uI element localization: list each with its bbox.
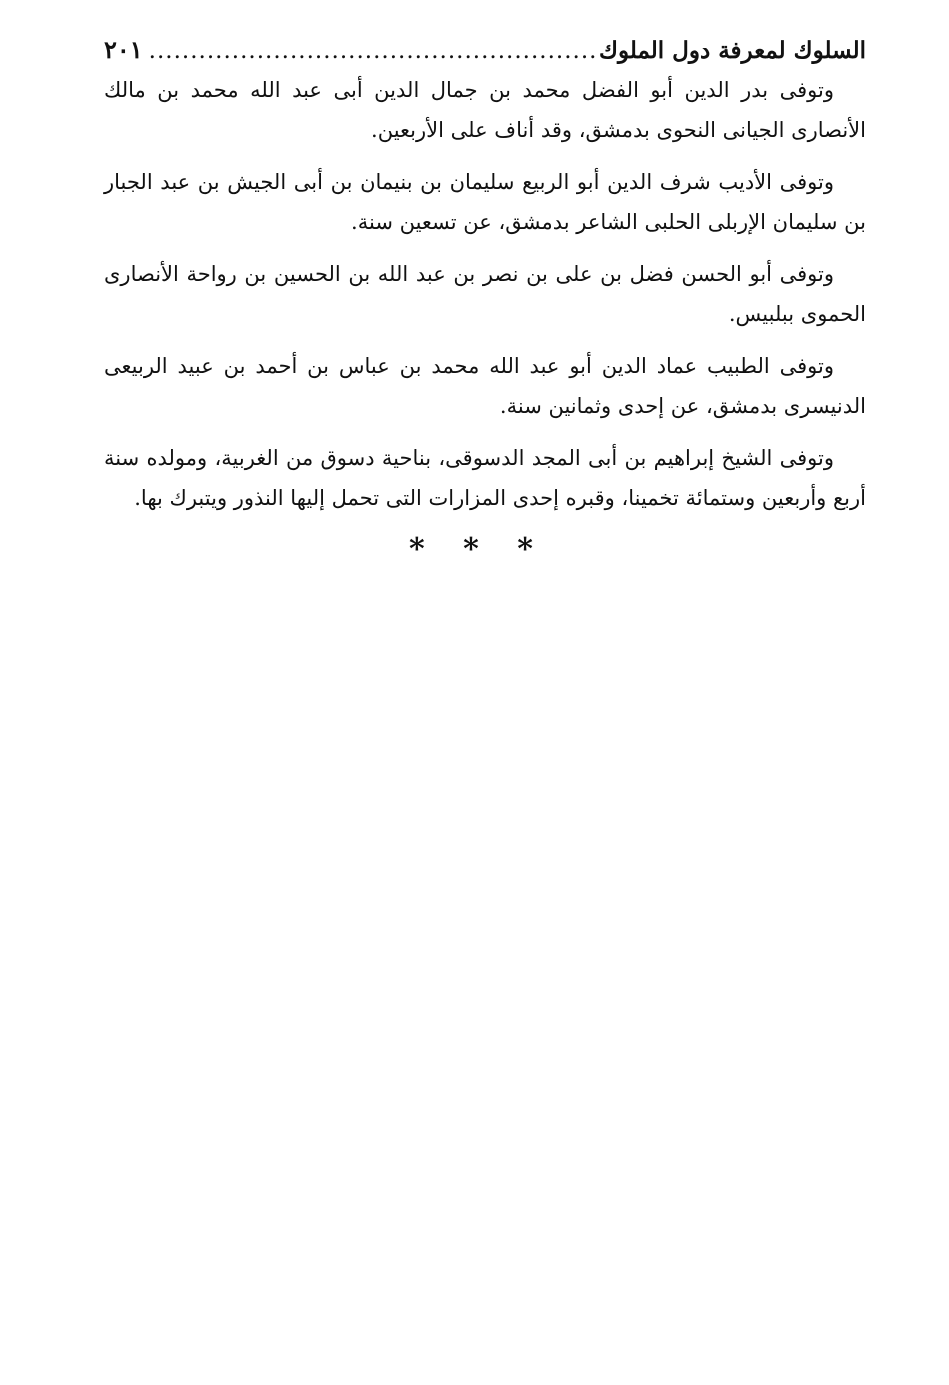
paragraph-text: وتوفى الأديب شرف الدين أبو الربيع سليمان بن بنيمان بن أبى الجيش بن عبد الجبار بن سليمان الإربلى الحلبى الشاعر بدمشق، عن تسعين سنة. bbox=[104, 170, 866, 234]
paragraph-text: وتوفى الشيخ إبراهيم بن أبى المجد الدسوقى، بناحية دسوق من الغربية، ومولده سنة أربع وأربعين وستمائة تخمينا، وقبره إحدى المزارات التى تحمل إليها النذور ويتبرك بها. bbox=[104, 446, 866, 510]
section-end-ornament: * * * bbox=[409, 532, 547, 567]
paragraph-5 bbox=[104, 438, 866, 518]
paragraph-1 bbox=[104, 70, 866, 150]
header-dot-leader: ...................................................... bbox=[148, 38, 598, 64]
paragraph-text: وتوفى أبو الحسن فضل بن على بن نصر بن عبد الله بن الحسين بن رواحة الأنصارى الحموى ببلبيس. bbox=[104, 262, 866, 326]
paragraph-4 bbox=[104, 346, 866, 426]
paragraph-text: وتوفى بدر الدين أبو الفضل محمد بن جمال الدين أبى عبد الله محمد بن مالك الأنصارى الجيانى النحوى بدمشق، وقد أناف على الأربعين. bbox=[104, 78, 866, 142]
book-title: السلوك لمعرفة دول الملوك bbox=[598, 37, 866, 64]
book-page bbox=[104, 30, 866, 567]
paragraph-2 bbox=[104, 162, 866, 242]
paragraph-text: وتوفى الطبيب عماد الدين أبو عبد الله محمد بن عباس بن أحمد بن عبيد الربيعى الدنيسرى بدمشق، عن إحدى وثمانين سنة. bbox=[104, 354, 866, 418]
running-header bbox=[104, 30, 866, 70]
body-text bbox=[104, 70, 866, 518]
page-number: ٢٠١ bbox=[104, 35, 143, 64]
paragraph-3 bbox=[104, 254, 866, 334]
